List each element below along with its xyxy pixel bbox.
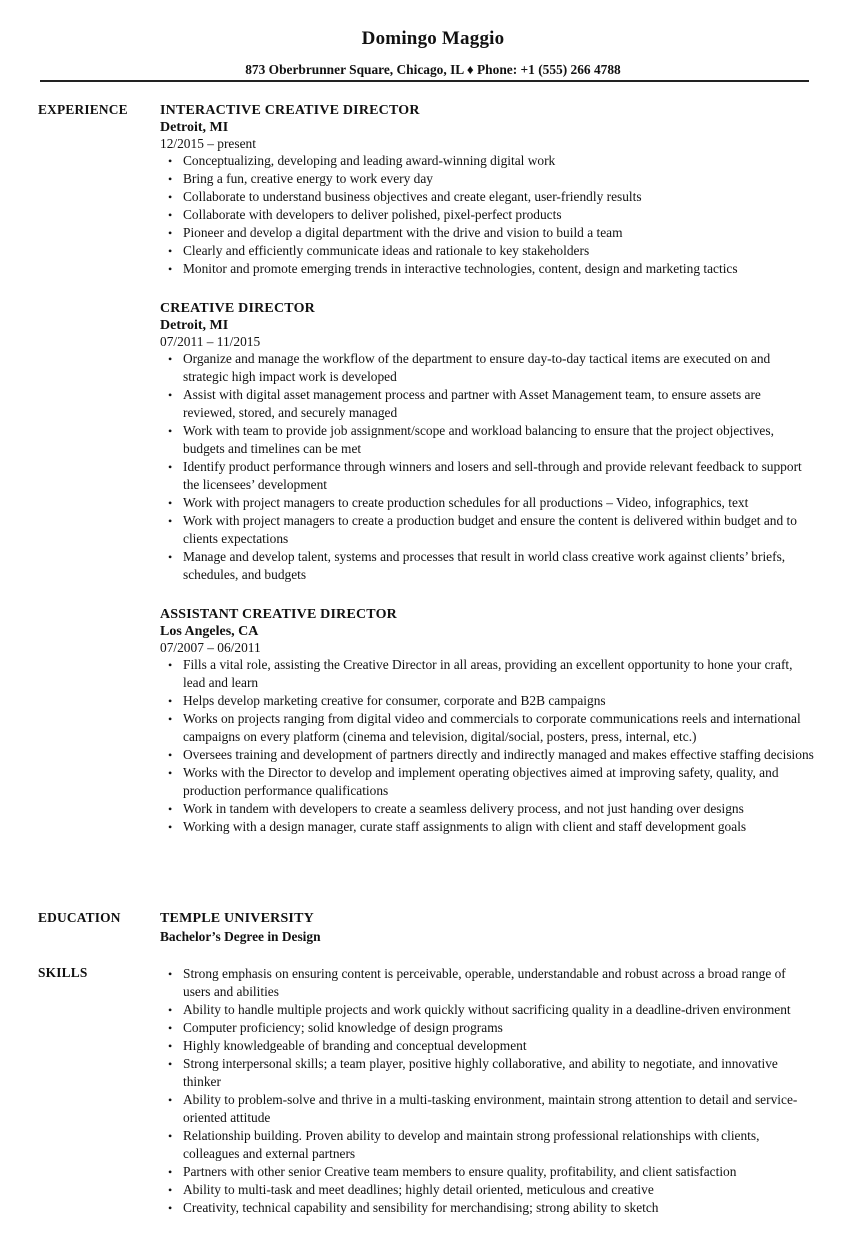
skills-list: [160, 965, 815, 1217]
bullet-icon: •: [168, 1039, 173, 1053]
section-heading-skills: SKILLS: [38, 965, 88, 980]
duty-item: • Monitor and promote emerging trends in interactive technologies, content, design and marketing tactics: [168, 261, 738, 276]
job-duties: [160, 152, 815, 278]
bullet-icon: •: [168, 172, 173, 186]
duty-item: • Work with project managers to create production schedules for all productions – Video, infographics, text: [168, 495, 749, 510]
bullet-icon: •: [168, 1093, 173, 1107]
bullet-icon: •: [168, 460, 173, 474]
skill-item: • Highly knowledgeable of branding and conceptual development: [168, 1038, 527, 1053]
bullet-icon: •: [168, 550, 173, 564]
experience-list: [160, 102, 815, 858]
duty-item: • Identify product performance through winners and losers and sell-through and provide relevant feedback to support the licensees’ development: [168, 459, 802, 492]
duty-item: • Conceptualizing, developing and leading award-winning digital work: [168, 153, 556, 168]
bullet-icon: •: [168, 1201, 173, 1215]
job-dates: 07/2011 – 11/2015: [160, 334, 261, 349]
skill-item: • Ability to problem-solve and thrive in a multi-tasking environment, maintain strong attention to detail and service-oriented attitude: [168, 1092, 798, 1125]
bullet-icon: •: [168, 1129, 173, 1143]
job-location: Detroit, MI: [160, 120, 229, 135]
job-title: CREATIVE DIRECTOR: [160, 301, 315, 316]
job-entry: [160, 606, 815, 836]
bullet-icon: •: [168, 1183, 173, 1197]
duty-item: • Fills a vital role, assisting the Creative Director in all areas, providing an excellent opportunity to hone your craft, lead and learn: [168, 657, 793, 690]
duty-item: • Assist with digital asset management process and partner with Asset Management team, to ensure assets are reviewed, stored, and securely managed: [168, 387, 761, 420]
duty-item: • Oversees training and development of partners directly and indirectly managed and makes effective staffing decisions: [168, 747, 814, 762]
bullet-icon: •: [168, 496, 173, 510]
bullet-icon: •: [168, 514, 173, 528]
bullet-icon: •: [168, 694, 173, 708]
job-duties: [160, 350, 815, 584]
bullet-icon: •: [168, 154, 173, 168]
bullet-icon: •: [168, 766, 173, 780]
job-location: Los Angeles, CA: [160, 624, 259, 639]
duty-item: • Works with the Director to develop and implement operating objectives aimed at improving safety, quality, and production performance qualifications: [168, 765, 779, 798]
contact-line: 873 Oberbrunner Square, Chicago, IL ♦ Phone: +1 (555) 266 4788: [245, 62, 621, 77]
duty-item: • Clearly and efficiently communicate ideas and rationale to key stakeholders: [168, 243, 590, 258]
job-location: Detroit, MI: [160, 318, 229, 333]
degree-name: Bachelor’s Degree in Design: [160, 929, 321, 944]
bullet-icon: •: [168, 1057, 173, 1071]
candidate-name: Domingo Maggio: [361, 28, 505, 49]
bullet-icon: •: [168, 748, 173, 762]
duty-item: • Organize and manage the workflow of the department to ensure day-to-day tactical items are executed on and strategic high impact work is developed: [168, 351, 771, 384]
school-name: TEMPLE UNIVERSITY: [160, 911, 314, 926]
bullet-icon: •: [168, 226, 173, 240]
skill-item: • Computer proficiency; solid knowledge of design programs: [168, 1020, 503, 1035]
skill-item: • Creativity, technical capability and sensibility for merchandising; strong ability to sketch: [168, 1200, 659, 1215]
duty-item: • Bring a fun, creative energy to work every day: [168, 171, 433, 186]
bullet-icon: •: [168, 208, 173, 222]
skill-item: • Ability to handle multiple projects and work quickly without sacrificing quality in a deadline-driven environment: [168, 1002, 791, 1017]
duty-item: • Work with team to provide job assignment/scope and workload balancing to ensure that the project objectives, budgets and timelines can be met: [168, 423, 774, 456]
education-entry: [160, 910, 815, 946]
duty-item: • Pioneer and develop a digital department with the drive and vision to build a team: [168, 225, 623, 240]
header-divider: [40, 80, 809, 82]
bullet-icon: •: [168, 244, 173, 258]
duty-item: • Working with a design manager, curate staff assignments to align with client and staff development goals: [168, 819, 747, 834]
bullet-icon: •: [168, 424, 173, 438]
skill-item: • Strong emphasis on ensuring content is perceivable, operable, understandable and robust across a broad range of users and abilities: [168, 966, 786, 999]
duty-item: • Helps develop marketing creative for consumer, corporate and B2B campaigns: [168, 693, 606, 708]
bullet-icon: •: [168, 262, 173, 276]
job-dates: 12/2015 – present: [160, 136, 256, 151]
job-entry: [160, 300, 815, 584]
duty-item: • Work in tandem with developers to create a seamless delivery process, and not just handing over designs: [168, 801, 744, 816]
duty-item: • Manage and develop talent, systems and processes that result in world class creative work against clients’ briefs, schedules, and budgets: [168, 549, 786, 582]
bullet-icon: •: [168, 658, 173, 672]
bullet-icon: •: [168, 712, 173, 726]
duty-item: • Work with project managers to create a production budget and ensure the content is delivered within budget and to clients expectations: [168, 513, 797, 546]
section-heading-education: EDUCATION: [38, 910, 121, 925]
skills-list-container: [160, 965, 815, 1217]
section-heading-experience: EXPERIENCE: [38, 102, 128, 117]
job-title: ASSISTANT CREATIVE DIRECTOR: [160, 607, 397, 622]
bullet-icon: •: [168, 1165, 173, 1179]
bullet-icon: •: [168, 388, 173, 402]
job-entry: [160, 102, 815, 278]
duty-item: • Collaborate to understand business objectives and create elegant, user-friendly results: [168, 189, 642, 204]
bullet-icon: •: [168, 802, 173, 816]
skill-item: • Partners with other senior Creative team members to ensure quality, profitability, and client satisfaction: [168, 1164, 737, 1179]
skill-item: • Ability to multi-task and meet deadlines; highly detail oriented, meticulous and creative: [168, 1182, 654, 1197]
bullet-icon: •: [168, 967, 173, 981]
duty-item: • Works on projects ranging from digital video and commercials to corporate communications reels and international campaigns on every platform (cinema and television, digital/social, posters, press, internal, etc.): [168, 711, 801, 744]
skill-item: • Strong interpersonal skills; a team player, positive highly collaborative, and ability to negotiate, and innovative thinker: [168, 1056, 778, 1089]
skill-item: • Relationship building. Proven ability to develop and maintain strong professional relationships with clients, colleagues and external partners: [168, 1128, 760, 1161]
bullet-icon: •: [168, 820, 173, 834]
bullet-icon: •: [168, 1003, 173, 1017]
job-dates: 07/2007 – 06/2011: [160, 640, 261, 655]
job-duties: [160, 656, 815, 836]
bullet-icon: •: [168, 190, 173, 204]
job-title: INTERACTIVE CREATIVE DIRECTOR: [160, 103, 420, 118]
bullet-icon: •: [168, 1021, 173, 1035]
duty-item: • Collaborate with developers to deliver polished, pixel-perfect products: [168, 207, 562, 222]
bullet-icon: •: [168, 352, 173, 366]
